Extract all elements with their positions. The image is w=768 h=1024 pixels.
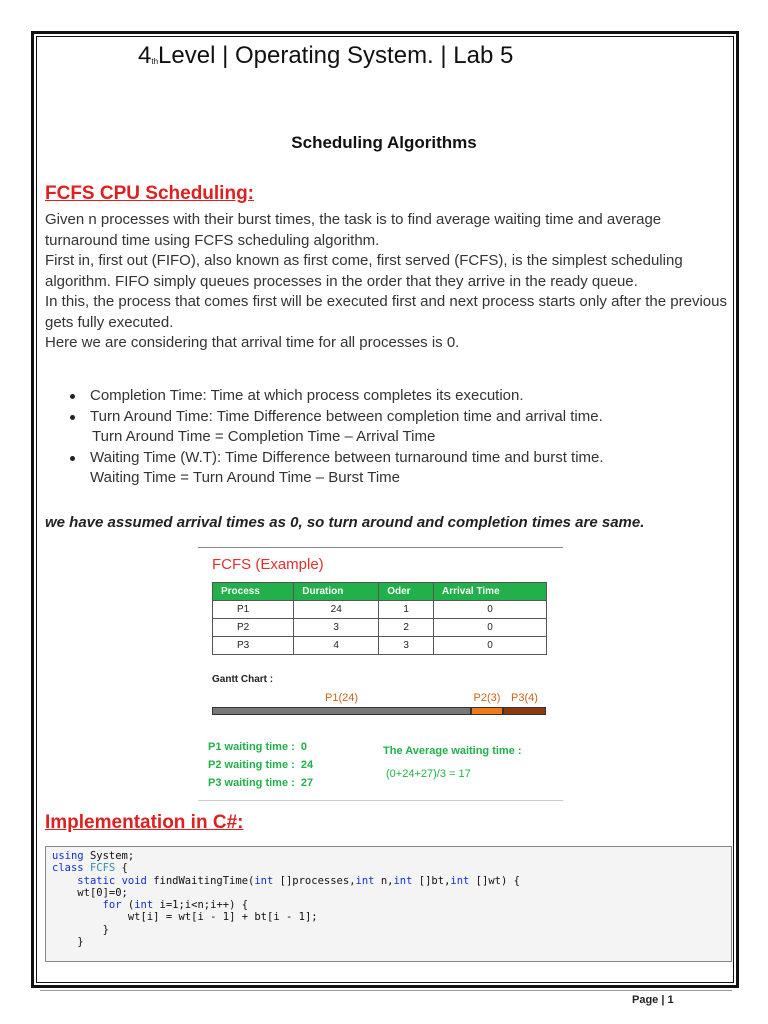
table-header-row [213, 583, 547, 601]
page-header: $4_{th}Level$ | Operating System. | Lab 5 [138, 42, 514, 69]
table-cell: P3 [213, 637, 294, 655]
code-line: static void findWaitingTime(int []processes,int n,int []bt,int []wt) { [77, 874, 520, 887]
column-header: Duration [294, 583, 379, 601]
waiting-time-p1: P1 waiting time : 0 [208, 741, 308, 753]
fcfs-heading: FCFS CPU Scheduling: [45, 183, 254, 204]
waiting-time-p2: P2 waiting time : 24 [208, 759, 314, 771]
gantt-segment-label: P2(3) [473, 692, 501, 704]
example-title: FCFS (Example) [212, 556, 324, 573]
table-cell: P2 [213, 619, 294, 637]
figure-bottom-rule [198, 800, 563, 801]
gantt-label: Gantt Chart : [212, 674, 274, 685]
document-title: Scheduling Algorithms [291, 133, 477, 152]
table-row [213, 619, 547, 637]
assumption-note: we have assumed arrival times as 0, so turn around and completion times are same. [45, 514, 645, 531]
table-cell: 0 [434, 601, 547, 619]
figure-top-rule [198, 547, 563, 548]
intro-paragraphs [45, 210, 735, 354]
page-number: Page | 1 [632, 994, 674, 1006]
implementation-heading: Implementation in C#: [45, 812, 244, 833]
gantt-bar-p1 [212, 707, 471, 715]
code-line: } [52, 923, 109, 936]
waiting-time-p3: P3 waiting time : 27 [208, 777, 314, 789]
paragraph: In this, the process that comes first will be executed first and next process starts only after the previous gets fully executed. [45, 293, 727, 331]
definition-list [68, 386, 604, 489]
table-row [213, 601, 547, 619]
gantt-bar-p2 [471, 707, 503, 715]
footer-rule [40, 990, 732, 991]
code-line: } [52, 936, 84, 949]
table-cell: 4 [294, 637, 379, 655]
table-cell: 3 [294, 619, 379, 637]
formula: Turn Around Time = Completion Time – Arrival Time [92, 428, 436, 445]
table-cell: 2 [379, 619, 434, 637]
table-cell: 24 [294, 601, 379, 619]
paragraph: First in, first out (FIFO), also known as first come, first served (FCFS), is the simplest scheduling algorithm. FIFO simply queues processes in the order that they arrive in the ready queue. [45, 252, 683, 290]
list-item: Turn Around Time: Time Difference between completion time and arrival time. Turn Around Time = Completion Time – Arrival Time [68, 407, 604, 448]
paragraph: Here we are considering that arrival time for all processes is 0. [45, 334, 460, 351]
code-line: using System; [52, 850, 135, 862]
table-cell: 3 [379, 637, 434, 655]
list-item: Completion Time: Time at which process completes its execution. [68, 386, 604, 407]
table-cell: 0 [434, 619, 547, 637]
table-cell: P1 [213, 601, 294, 619]
code-line: wt[0]=0; [77, 886, 128, 899]
page-border [31, 31, 739, 988]
code-line: for (int i=1;i<n;i++) { [102, 899, 249, 912]
table-cell: 0 [434, 637, 547, 655]
paragraph: Given n processes with their burst times, the task is to find average waiting time and average turnaround time using FCFS scheduling algorithm. [45, 211, 662, 249]
average-waiting-title: The Average waiting time : [383, 745, 522, 757]
average-waiting-value: (0+24+27)/3 = 17 [386, 768, 471, 780]
table-cell: 1 [379, 601, 434, 619]
formula: Waiting Time = Turn Around Time – Burst Time [90, 469, 400, 486]
gantt-segment-label: P3(4) [511, 692, 538, 704]
code-block [45, 846, 732, 962]
list-item: Waiting Time (W.T): Time Difference between turnaround time and burst time. Waiting Time = Turn Around Time – Burst Time [68, 448, 604, 489]
code-line: class FCFS { [52, 862, 128, 875]
gantt-segment-label: P1(24) [324, 692, 359, 704]
table-row [213, 637, 547, 655]
code-line: wt[i] = wt[i - 1] + bt[i - 1]; [127, 911, 318, 924]
gantt-bar-p3 [503, 707, 546, 715]
column-header: Oder [379, 583, 434, 601]
process-table [212, 582, 547, 655]
column-header: Process [213, 583, 294, 601]
column-header: Arrival Time [434, 583, 547, 601]
